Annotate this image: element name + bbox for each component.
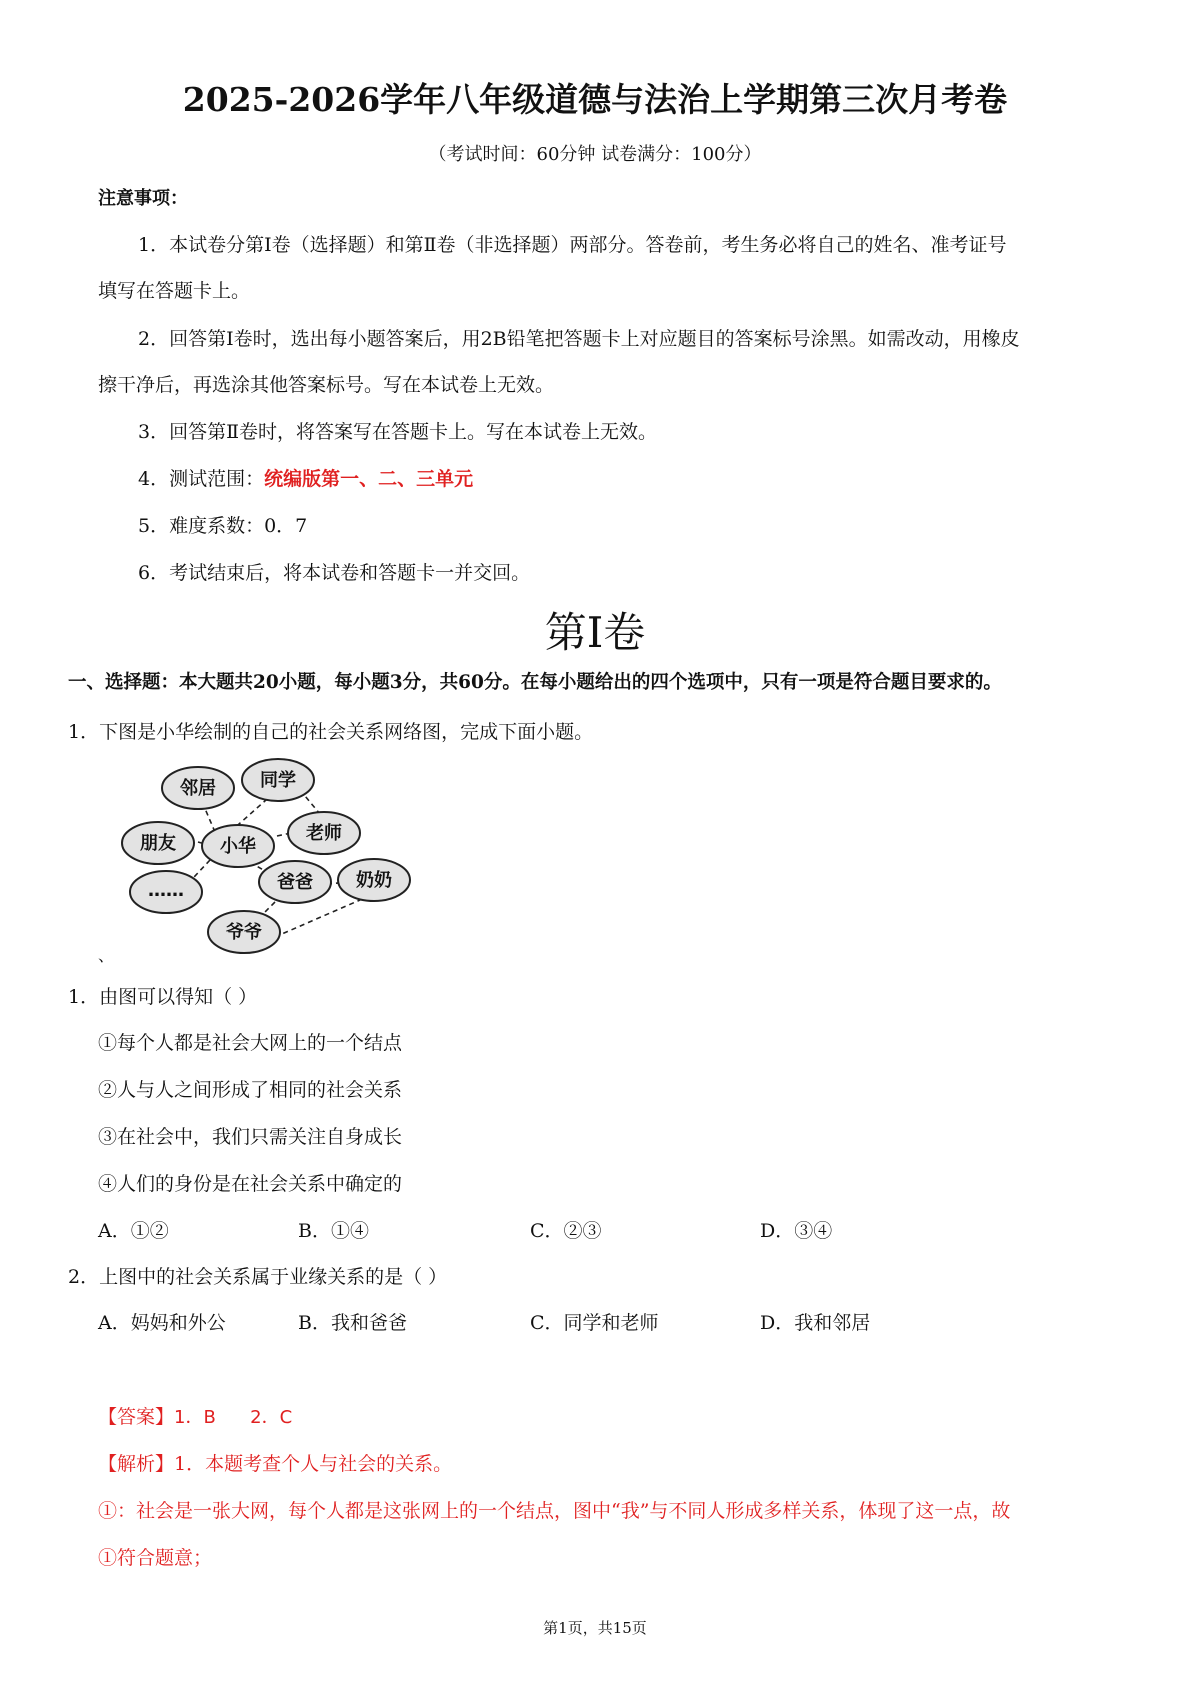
note-2a: 2．回答第Ⅰ卷时，选出每小题答案后，用2B铅笔把答题卡上对应题目的答案标号涂黑。如需改动，用橡皮 <box>138 328 1020 350</box>
answer-value: 1．B 2．C <box>174 1407 293 1428</box>
option-1-c[interactable]: C．②③ <box>530 1220 602 1242</box>
question-1-stem: 1．下图是小华绘制的自己的社会关系网络图，完成下面小题。 <box>68 721 594 743</box>
note-3: 3．回答第Ⅱ卷时，将答案写在答题卡上。写在本试卷上无效。 <box>138 421 658 443</box>
statement-4: ④人们的身份是在社会关系中确定的 <box>98 1173 403 1195</box>
node-grandma-label: 奶奶 <box>356 870 392 891</box>
node-xiaohua-label: 小华 <box>220 836 256 857</box>
option-2-d[interactable]: D．我和邻居 <box>760 1312 871 1334</box>
analysis-line-2: ①符合题意； <box>98 1547 213 1569</box>
note-1a: 1．本试卷分第Ⅰ卷（选择题）和第Ⅱ卷（非选择题）两部分。答卷前，考生务必将自己的姓名、准考证号 <box>138 234 1007 256</box>
option-2-c[interactable]: C．同学和老师 <box>530 1312 659 1334</box>
answer-line <box>98 1408 292 1427</box>
note-4-prefix: 4．测试范围： <box>138 468 265 490</box>
analysis-line-1: ①：社会是一张大网，每个人都是这张网上的一个结点，图中“我”与不同人形成多样关系，体现了这一点，故 <box>98 1500 1011 1522</box>
note-5: 5．难度系数：0．7 <box>138 515 308 537</box>
option-1-b[interactable]: B．①④ <box>298 1220 369 1242</box>
analysis-intro <box>98 1455 452 1474</box>
note-4 <box>138 470 473 489</box>
stray-mark: 、 <box>98 946 115 965</box>
node-neighbor-label: 邻居 <box>180 778 216 799</box>
statement-3: ③在社会中，我们只需关注自身成长 <box>98 1126 403 1148</box>
option-2-b[interactable]: B．我和爸爸 <box>298 1312 407 1334</box>
social-network-diagram <box>110 752 440 962</box>
node-dad-label: 爸爸 <box>277 872 313 893</box>
edge-grandpa-grandma <box>275 900 360 937</box>
node-grandpa-label: 爷爷 <box>226 922 262 943</box>
node-friend-label: 朋友 <box>140 833 176 854</box>
answer-label: 【答案】 <box>98 1406 175 1428</box>
option-1-d[interactable]: D．③④ <box>760 1220 833 1242</box>
volume-title: 第Ⅰ卷 <box>544 608 646 657</box>
statement-2: ②人与人之间形成了相同的社会关系 <box>98 1079 403 1101</box>
note-2b: 擦干净后，再选涂其他答案标号。写在本试卷上无效。 <box>98 374 555 396</box>
node-classmate-label: 同学 <box>260 770 296 791</box>
section-heading: 一、选择题：本大题共20小题，每小题3分，共60分。在每小题给出的四个选项中，只有一项是符合题目要求的。 <box>68 672 1002 693</box>
page-title: 2025-2026学年八年级道德与法治上学期第三次月考卷 <box>182 80 1008 119</box>
statement-1: ①每个人都是社会大网上的一个结点 <box>98 1032 403 1054</box>
analysis-label: 【解析】 <box>98 1453 175 1475</box>
test-scope: 统编版第一、二、三单元 <box>264 468 474 490</box>
notes-heading: 注意事项： <box>98 188 188 209</box>
note-6: 6．考试结束后，将本试卷和答题卡一并交回。 <box>138 562 531 584</box>
node-ellipsis-label: …… <box>148 880 184 901</box>
exam-info: （考试时间：60分钟 试卷满分：100分） <box>428 144 762 165</box>
page-number: 第1页，共15页 <box>543 1619 647 1637</box>
analysis-intro-text: 1．本题考查个人与社会的关系。 <box>174 1453 453 1475</box>
node-teacher-label: 老师 <box>306 823 342 844</box>
option-2-a[interactable]: A．妈妈和外公 <box>98 1312 226 1334</box>
sub-question-2-stem: 2．上图中的社会关系属于业缘关系的是（ ） <box>68 1266 448 1288</box>
sub-question-1-stem: 1．由图可以得知（ ） <box>68 986 258 1008</box>
note-1b: 填写在答题卡上。 <box>98 280 251 302</box>
option-1-a[interactable]: A．①② <box>98 1220 169 1242</box>
